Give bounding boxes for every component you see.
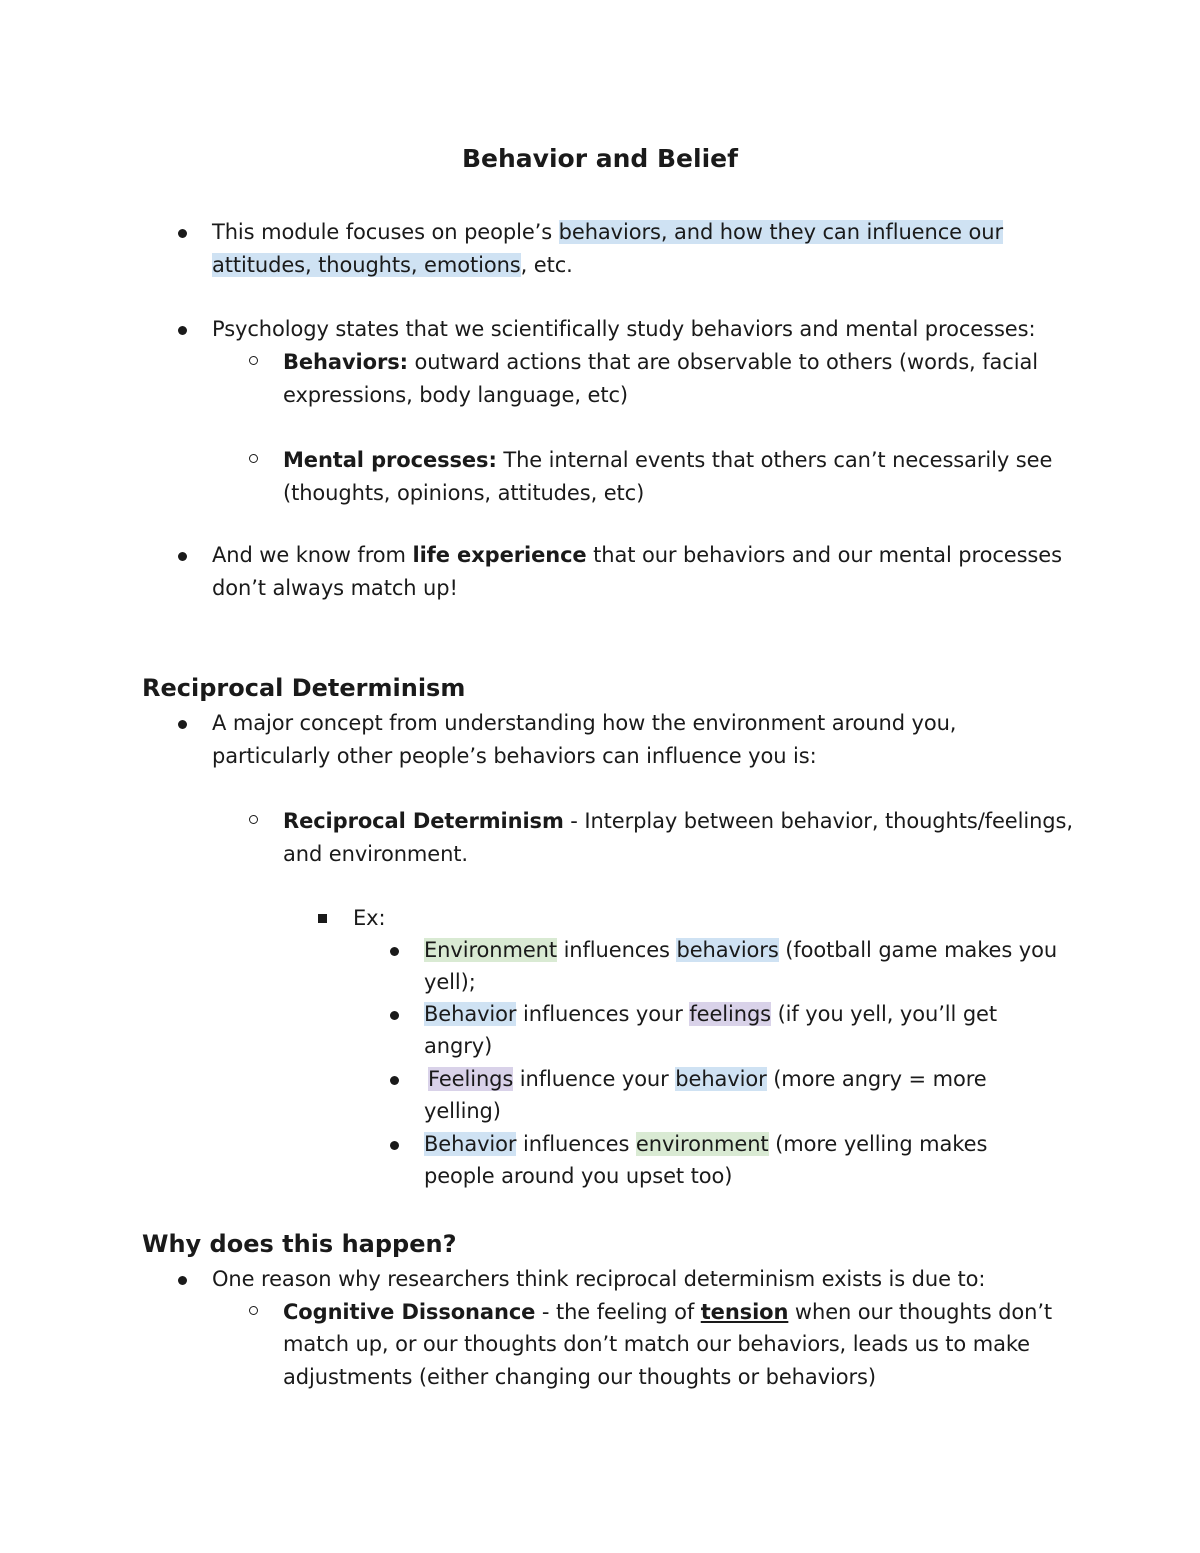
highlight-blue: behaviors — [676, 938, 779, 962]
bullet-ring — [249, 815, 258, 824]
intro-bullet-3-line-2: don’t always match up! — [212, 576, 458, 600]
example-2-line-2: angry) — [424, 1034, 493, 1058]
bullet-ring — [249, 1306, 258, 1315]
bullet-dot — [390, 947, 399, 956]
behaviors-definition: Behaviors: outward actions that are observable to others (words, facial — [283, 350, 1038, 374]
bullet-dot — [178, 552, 187, 561]
example-3-line-1: Feelings influence your behavior (more angry = more — [428, 1067, 987, 1091]
highlight-blue: attitudes, thoughts, emotions — [212, 253, 521, 277]
section2-bullet-line-1: One reason why researchers think reciprocal determinism exists is due to: — [212, 1267, 986, 1291]
bullet-dot — [178, 229, 187, 238]
highlight-blue: behavior — [675, 1067, 767, 1091]
bullet-dot — [390, 1076, 399, 1085]
reciprocal-determinism-definition-line-2: and environment. — [283, 842, 469, 866]
reciprocal-determinism-definition: Reciprocal Determinism - Interplay between behavior, thoughts/feelings, — [283, 809, 1073, 833]
example-3-line-2: yelling) — [424, 1099, 501, 1123]
example-label: Ex: — [353, 906, 386, 930]
section-heading-why-does-this-happen: Why does this happen? — [142, 1230, 457, 1258]
cognitive-dissonance-line-2: match up, or our thoughts don’t match our behaviors, leads us to make — [283, 1332, 1030, 1356]
bullet-ring — [249, 454, 258, 463]
highlight-green: Environment — [424, 938, 557, 962]
mental-processes-definition: Mental processes: The internal events that others can’t necessarily see — [283, 448, 1053, 472]
cognitive-dissonance-line-3: adjustments (either changing our thoughts or behaviors) — [283, 1365, 876, 1389]
example-1-line-2: yell); — [424, 970, 476, 994]
intro-bullet-1-line-2: attitudes, thoughts, emotions, etc. — [212, 253, 573, 277]
bullet-dot — [178, 326, 187, 335]
section1-bullet-line-1: A major concept from understanding how the environment around you, — [212, 711, 957, 735]
section-heading-reciprocal-determinism: Reciprocal Determinism — [142, 674, 466, 702]
section1-bullet-line-2: particularly other people’s behaviors can influence you is: — [212, 744, 817, 768]
highlight-purple: Feelings — [428, 1067, 514, 1091]
highlight-green: environment — [635, 1132, 769, 1156]
page-title: Behavior and Belief — [461, 144, 738, 173]
intro-bullet-3-line-1: And we know from life experience that our behaviors and our mental processes — [212, 543, 1062, 567]
bullet-dot — [390, 1141, 399, 1150]
mental-processes-definition-line-2: (thoughts, opinions, attitudes, etc) — [283, 481, 645, 505]
highlight-blue: Behavior — [424, 1002, 517, 1026]
example-4-line-2: people around you upset too) — [424, 1164, 733, 1188]
intro-bullet-2-line-1: Psychology states that we scientifically study behaviors and mental processes: — [212, 317, 1036, 341]
bullet-ring — [249, 356, 258, 365]
highlight-blue: behaviors, and how they can influence our — [558, 220, 1004, 244]
highlight-blue: Behavior — [424, 1132, 517, 1156]
behaviors-definition-line-2: expressions, body language, etc) — [283, 383, 628, 407]
example-1-line-1: Environment influences behaviors (football game makes you — [424, 938, 1058, 962]
bullet-dot — [178, 1276, 187, 1285]
example-4-line-1: Behavior influences environment (more yelling makes — [424, 1132, 988, 1156]
highlight-purple: feelings — [689, 1002, 772, 1026]
bullet-dot — [390, 1011, 399, 1020]
bullet-dot — [178, 720, 187, 729]
bullet-square — [318, 914, 327, 923]
example-2-line-1: Behavior influences your feelings (if you yell, you’ll get — [424, 1002, 998, 1026]
intro-bullet-1-line-1: This module focuses on people’s behaviors, and how they can influence our — [212, 220, 1004, 244]
underlined-term: tension — [700, 1300, 789, 1324]
cognitive-dissonance-definition: Cognitive Dissonance - the feeling of tension when our thoughts don’t — [283, 1300, 1053, 1324]
